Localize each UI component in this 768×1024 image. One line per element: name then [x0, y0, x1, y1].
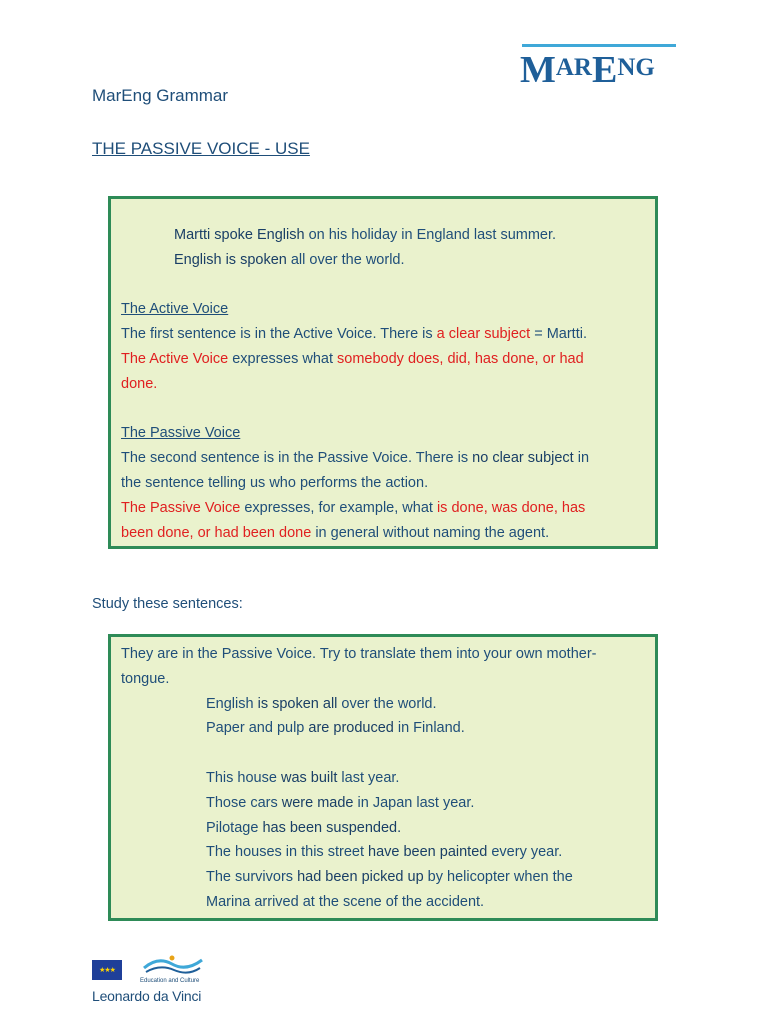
intro-line-1: They are in the Passive Voice. Try to translate them into your own mother-	[121, 646, 597, 662]
section-title: THE PASSIVE VOICE - USE	[92, 139, 310, 158]
active-voice-heading: The Active Voice	[121, 301, 229, 318]
intro-line-2: tongue.	[121, 670, 170, 687]
examples-box	[108, 634, 658, 921]
passive-line-4: been done, or had been done in general without naming the agent.	[121, 524, 550, 541]
doc-title: MarEng Grammar	[92, 86, 229, 105]
leonardo-da-vinci-label: Leonardo da Vinci	[92, 988, 202, 1004]
example-sentence-2: English is spoken all over the world.	[174, 251, 405, 268]
passive-voice-heading: The Passive Voice	[121, 425, 241, 442]
explanation-box	[108, 196, 658, 549]
passive-sentence-8: Marina arrived at the scene of the accident.	[206, 893, 485, 910]
passive-sentence-3: This house was built last year.	[206, 769, 400, 786]
passive-line-1: The second sentence is in the Passive Voice. There is no clear subject in	[121, 450, 590, 467]
passive-sentence-1: English is spoken all over the world.	[206, 695, 437, 712]
passive-sentence-2: Paper and pulp are produced in Finland.	[206, 720, 465, 737]
passive-line-3: The Passive Voice expresses, for example, what is done, was done, has	[121, 499, 586, 516]
active-line-2: The Active Voice expresses what somebody does, did, has done, or had	[121, 350, 584, 367]
passive-sentence-5: Pilotage has been suspended.	[206, 819, 402, 836]
eu-flag-icon: ★★★	[92, 960, 122, 980]
example-sentence-1: Martti spoke English on his holiday in England last summer.	[174, 227, 557, 243]
study-label: Study these sentences:	[92, 596, 243, 612]
passive-sentence-7: The survivors had been picked up by helicopter when the	[206, 869, 573, 886]
active-line-1: The first sentence is in the Active Voice. There is a clear subject = Martti.	[121, 326, 587, 343]
mareng-logo	[520, 44, 678, 91]
education-culture-text: Education and Culture	[140, 978, 200, 984]
active-line-3: done.	[121, 375, 158, 392]
logo-text: MARENG	[520, 49, 655, 91]
passive-line-2: the sentence telling us who performs the action.	[121, 474, 429, 491]
logo-rule	[522, 44, 676, 47]
passive-sentence-6: The houses in this street have been painted every year.	[206, 844, 563, 861]
passive-sentence-4: Those cars were made in Japan last year.	[206, 794, 475, 811]
